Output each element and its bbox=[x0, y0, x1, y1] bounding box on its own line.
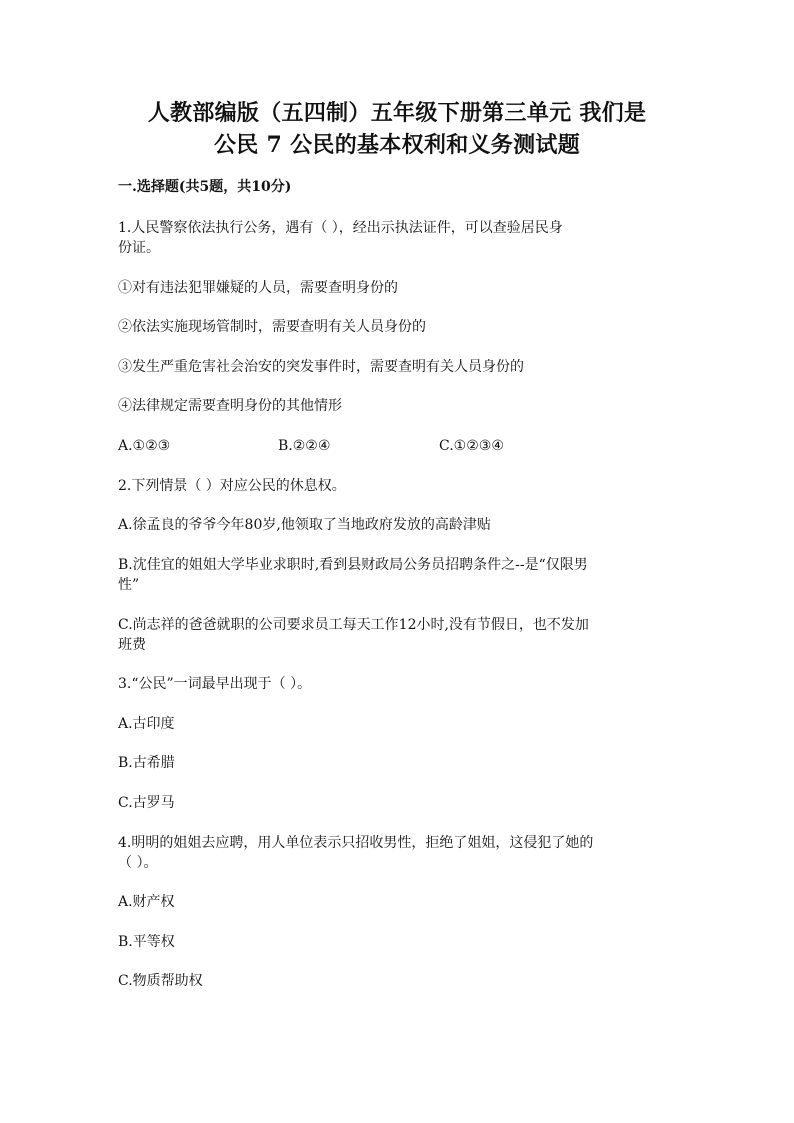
question-4-option-a[interactable]: A.财产权 bbox=[118, 894, 175, 910]
question-1-stem-continued: 份证。 bbox=[118, 240, 160, 256]
question-1-choice-a[interactable]: A.①②③ bbox=[118, 438, 171, 454]
question-1-statement-1: ①对有违法犯罪嫌疑的人员，需要查明身份的 bbox=[118, 280, 398, 296]
question-2-option-b-continued: 性” bbox=[118, 577, 140, 593]
question-1-choices bbox=[118, 436, 678, 456]
question-2-stem: 2.下列情景（ ）对应公民的休息权。 bbox=[118, 478, 346, 494]
question-4-option-b[interactable]: B.平等权 bbox=[118, 934, 175, 950]
question-2-option-c-continued: 班费 bbox=[118, 637, 146, 653]
question-2-option-a[interactable]: A.徐孟良的爷爷今年80岁,他领取了当地政府发放的高龄津贴 bbox=[118, 517, 491, 533]
question-1-statement-4: ④法律规定需要查明身份的其他情形 bbox=[118, 398, 342, 414]
question-3-option-a[interactable]: A.古印度 bbox=[118, 716, 175, 732]
question-4-option-c[interactable]: C.物质帮助权 bbox=[118, 973, 203, 989]
question-2-option-b[interactable]: B.沈佳宜的姐姐大学毕业求职时,看到县财政局公务员招聘条件之--是“仅限男 bbox=[118, 557, 588, 573]
question-3-option-c[interactable]: C.古罗马 bbox=[118, 795, 175, 811]
document-title-line-1: 人教部编版（五四制）五年级下册第三单元 我们是 bbox=[147, 100, 647, 126]
section-heading: 一.选择题(共5题，共10分) bbox=[118, 179, 292, 195]
question-4-stem-continued: （ ）。 bbox=[118, 855, 158, 871]
question-2-option-c[interactable]: C.尚志祥的爸爸就职的公司要求员工每天工作12小时,没有节假日，也不发加 bbox=[118, 617, 589, 633]
question-1-stem: 1.人民警察依法执行公务，遇有（ ），经出示执法证件，可以查验居民身 bbox=[118, 220, 563, 236]
question-1-choice-b[interactable]: B.②②④ bbox=[278, 438, 331, 454]
question-1-statement-3: ③发生严重危害社会治安的突发事件时，需要查明有关人员身份的 bbox=[118, 359, 524, 375]
question-3-option-b[interactable]: B.古希腊 bbox=[118, 755, 175, 771]
question-1-choice-c[interactable]: C.①②③④ bbox=[439, 438, 504, 454]
question-1-statement-2: ②依法实施现场管制时，需要查明有关人员身份的 bbox=[118, 319, 426, 335]
question-3-stem: 3.“公民”一词最早出现于（ ）。 bbox=[118, 676, 312, 692]
document-title-line-2: 公民 7 公民的基本权利和义务测试题 bbox=[213, 132, 581, 158]
question-4-stem: 4.明明的姐姐去应聘，用人单位表示只招收男性，拒绝了姐姐，这侵犯了她的 bbox=[118, 835, 594, 851]
